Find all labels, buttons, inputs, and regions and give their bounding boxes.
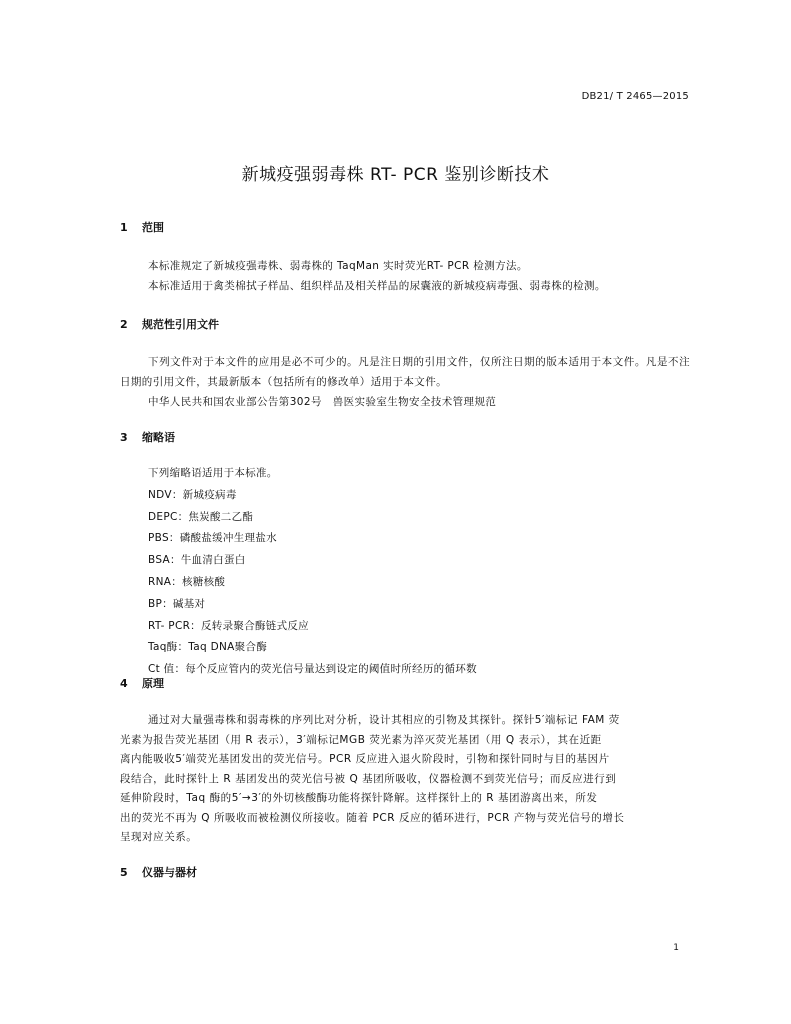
section-number: 2 xyxy=(120,318,128,331)
section-heading xyxy=(120,221,690,235)
list-item: 下列缩略语适用于本标准。 xyxy=(148,467,278,479)
paragraph-line: 离内能吸收5′端荧光基团发出的荧光信号。PCR 反应进入退火阶段时，引物和探针同时与目的基因片 xyxy=(120,753,610,765)
list-item: DEPC：焦炭酸二乙酯 xyxy=(148,510,254,523)
list-item: Taq酶：Taq DNA聚合酶 xyxy=(148,641,268,654)
section-title: 规范性引用文件 xyxy=(142,318,219,331)
section-number: 1 xyxy=(120,221,128,234)
list-item: NDV：新城疫病毒 xyxy=(148,488,237,501)
list-item: Ct 值：每个反应管内的荧光信号量达到设定的阈值时所经历的循环数 xyxy=(148,663,477,676)
standard-code: DB21/ T 2465—2015 xyxy=(581,91,689,102)
paragraph: 本标准规定了新城疫强毒株、弱毒株的 TaqMan 实时荧光RT- PCR 检测方法。 xyxy=(148,260,528,272)
section-title: 仪器与器材 xyxy=(142,866,197,879)
list-item: BP：碱基对 xyxy=(148,597,206,610)
section-title: 缩略语 xyxy=(142,431,175,444)
section-abbreviations xyxy=(120,431,690,681)
section-title: 范围 xyxy=(142,221,164,234)
section-principle xyxy=(120,677,690,848)
list-item: BSA：牛血清白蛋白 xyxy=(148,554,246,567)
paragraph: 本标准适用于禽类棉拭子样品、组织样品及相关样品的尿囊液的新城疫病毒强、弱毒株的检测。 xyxy=(148,280,606,292)
section-number: 3 xyxy=(120,431,128,444)
section-number: 4 xyxy=(120,677,128,690)
list-item: PBS：磷酸盐缓冲生理盐水 xyxy=(148,532,277,545)
page-number: 1 xyxy=(673,943,679,953)
section-title: 原理 xyxy=(142,677,164,690)
section-heading xyxy=(120,431,690,445)
section-heading xyxy=(120,677,690,691)
section-number: 5 xyxy=(120,866,128,879)
paragraph-line: 通过对大量强毒株和弱毒株的序列比对分析，设计其相应的引物及其探针。探针5′端标记 FAM 荧 xyxy=(148,714,620,726)
section-instruments xyxy=(120,866,690,880)
section-heading xyxy=(120,866,690,880)
paragraph: 中华人民共和国农业部公告第302号 兽医实验室生物安全技术管理规范 xyxy=(148,396,497,408)
list-item: RNA：核糖核酸 xyxy=(148,575,226,588)
paragraph-line: 呈现对应关系。 xyxy=(120,831,198,843)
section-heading xyxy=(120,318,690,332)
list-item: RT- PCR：反转录聚合酶链式反应 xyxy=(148,619,309,632)
paragraph-line: 光素为报告荧光基团（用 R 表示），3′端标记MGB 荧光素为淬灭荧光基团（用 Q 表示），其在近距 xyxy=(120,733,602,746)
paragraph-line: 延伸阶段时，Taq 酶的5′→3′的外切核酸酶功能将探针降解。这样探针上的 R 基团游离出来，所发 xyxy=(120,792,598,804)
section-scope xyxy=(120,221,690,296)
paragraph-line: 出的荧光不再为 Q 所吸收而被检测仪所接收。随着 PCR 反应的循环进行，PCR 产物与荧光信号的增长 xyxy=(120,811,625,824)
paragraph: 下列文件对于本文件的应用是必不可少的。凡是注日期的引用文件，仅所注日期的版本适用于本文件。凡是不注日期的引用文件，其最新版本（包括所有的修改单）适用于本文件。 xyxy=(120,356,690,388)
document-title: 新城疫强弱毒株 RT- PCR 鉴别诊断技术 xyxy=(241,165,550,185)
section-normative-references xyxy=(120,318,690,412)
paragraph-line: 段结合，此时探针上 R 基团发出的荧光信号被 Q 基团所吸收，仪器检测不到荧光信号；而反应进行到 xyxy=(120,772,617,785)
